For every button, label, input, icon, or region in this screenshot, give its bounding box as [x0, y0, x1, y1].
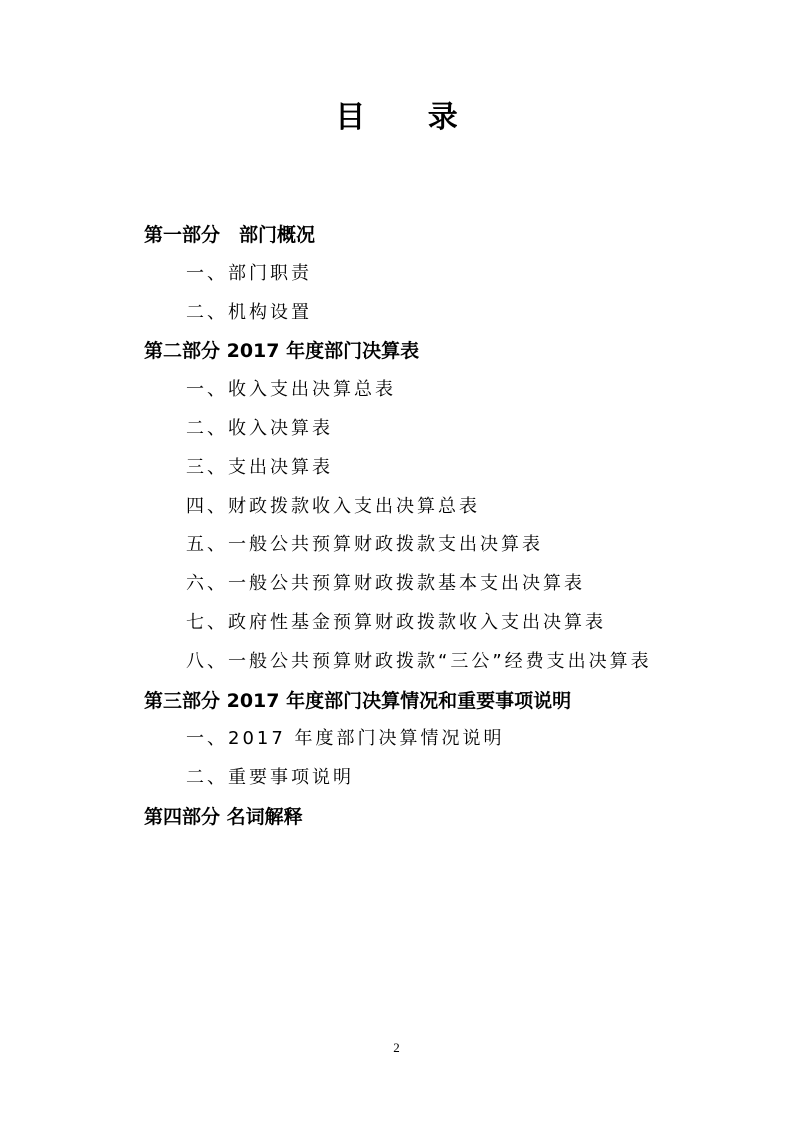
- toc-item: 三、支出决算表: [186, 456, 333, 478]
- toc-part-3: 第三部分 2017 年度部门决算情况和重要事项说明: [144, 689, 572, 712]
- table-of-contents: [0, 216, 793, 837]
- toc-item: 六、一般公共预算财政拨款基本支出决算表: [186, 573, 585, 595]
- toc-part-2: 第二部分 2017 年度部门决算表: [144, 340, 420, 363]
- toc-item: 五、一般公共预算财政拨款支出决算表: [186, 534, 543, 556]
- toc-item: 一、收入支出决算总表: [186, 379, 396, 401]
- toc-item: 二、机构设置: [186, 301, 312, 323]
- toc-item: 四、财政拨款收入支出决算总表: [186, 495, 480, 517]
- toc-item: 八、一般公共预算财政拨款“三公”经费支出决算表: [186, 650, 652, 672]
- toc-item: 二、重要事项说明: [186, 767, 354, 789]
- toc-part-1: 第一部分 部门概况: [144, 224, 316, 246]
- toc-item: 一、2017 年度部门决算情况说明: [186, 728, 505, 750]
- toc-item: 七、政府性基金预算财政拨款收入支出决算表: [186, 611, 606, 633]
- page-number: 2: [393, 1040, 400, 1055]
- toc-part-4: 第四部分 名词解释: [144, 805, 303, 828]
- toc-item: 一、部门职责: [186, 262, 312, 284]
- page-title: 目 录: [335, 100, 484, 135]
- toc-item: 二、收入决算表: [186, 417, 333, 439]
